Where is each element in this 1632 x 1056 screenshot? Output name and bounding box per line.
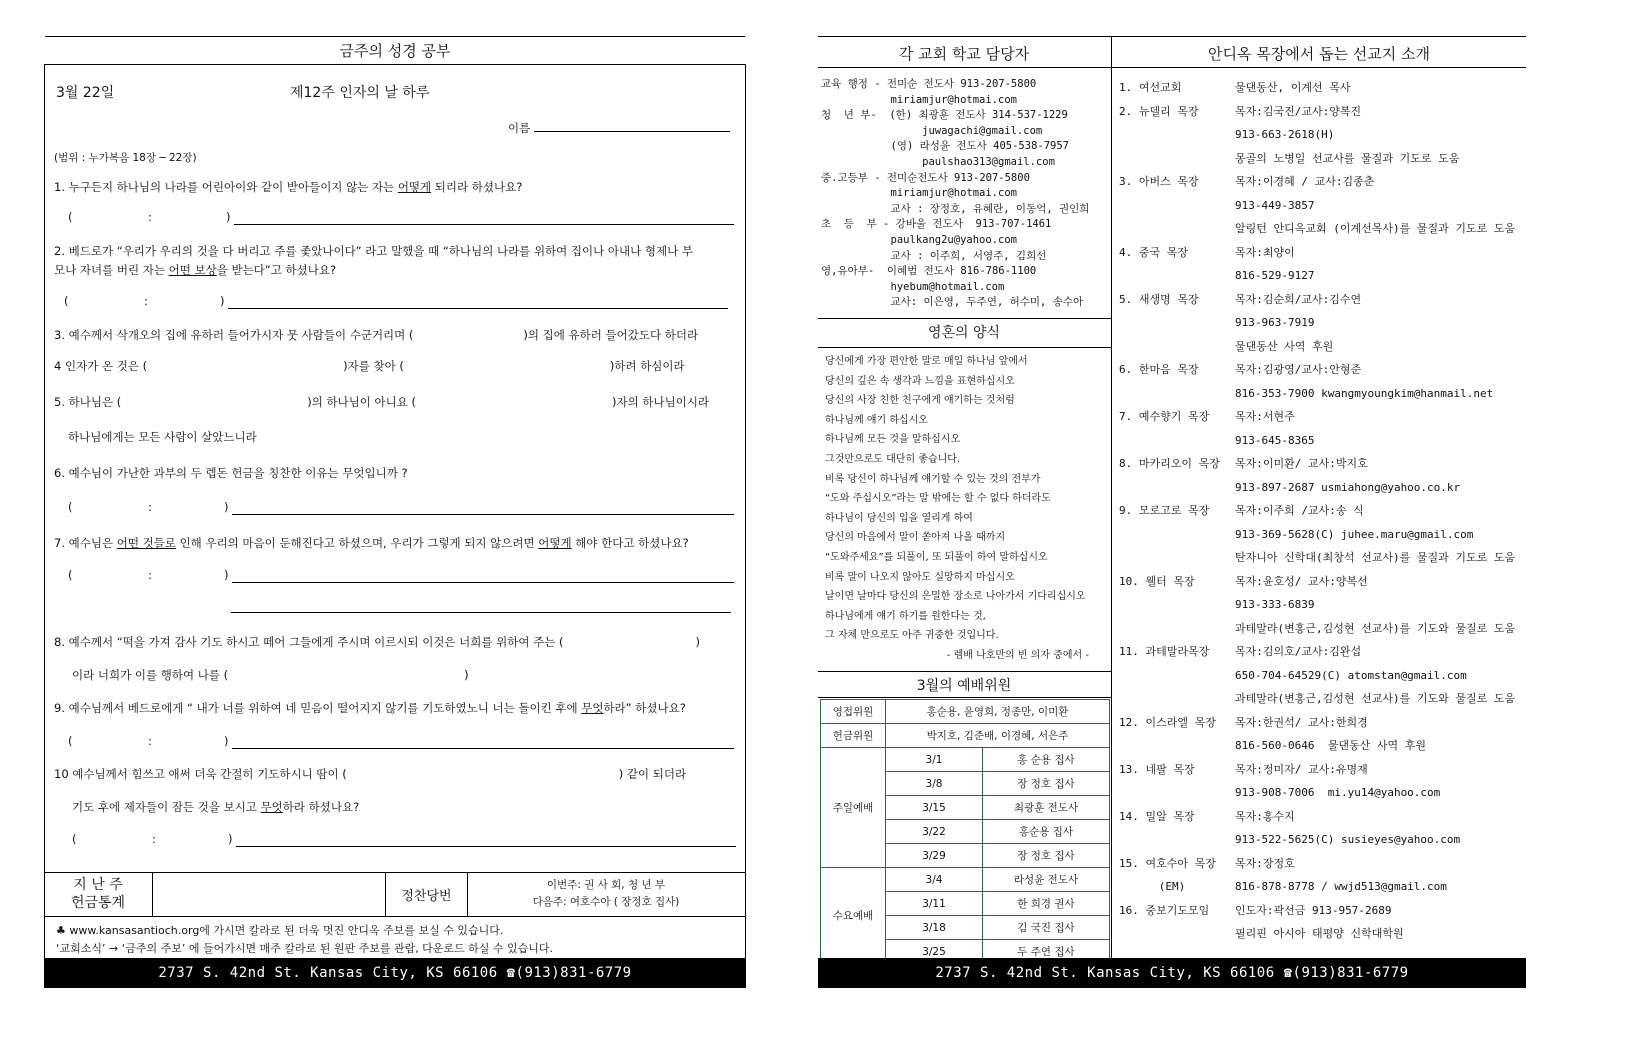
mission-name: 10. 웰터 목장 — [1119, 574, 1195, 588]
service-leader: 최광훈 전도사 — [983, 796, 1110, 820]
mission-detail: 목자:김광영/교사:안형준 — [1235, 363, 1362, 376]
mission-row — [1119, 828, 1524, 852]
mission-detail: 과테말라(변홍근,김성현 선교사)를 기도와 물질로 도움 — [1235, 692, 1516, 705]
service-leader: 홍순용 집사 — [983, 820, 1110, 844]
mission-detail: 913-897-2687 usmiahong@yahoo.co.kr — [1235, 480, 1461, 494]
mission-name: 9. 모로고로 목장 — [1119, 504, 1210, 517]
question-5-cont: 하나님에게는 모든 사람이 살았느니라 — [68, 430, 257, 444]
mission-row — [1119, 170, 1524, 194]
mission-detail: 목자:최양이 — [1235, 245, 1295, 259]
worship-table: 영접위원 홍순용, 윤영희, 정종만, 이미환 헌금위원 박지호, 김준배, 이경혜, 서은주 주일예배 3/1 홍 순용 집사 3/8 장 정호 집사 3/15 최광훈 전도사 3/22 홍순용 집사 3/29 장 정호 집사 수요예배 3/4 라성윤 전도사 3/11 한 희경 권사 3/18 김 국진 집사 3/25 두 주연 집사 — [820, 699, 1110, 964]
question-2-cont: 모나 자녀를 버린 자는 어떤 보상을 받는다”고 하셨나요? — [54, 263, 337, 277]
mission-row — [1119, 523, 1524, 547]
mission-row — [1119, 687, 1524, 711]
mission-name: 13. 네팔 목장 — [1119, 762, 1195, 776]
soul-title: 영혼의 양식 — [927, 325, 1001, 341]
question-4: 4 인자가 온 것은 ( )자를 찾아 ( )하려 하심이라 — [54, 359, 685, 373]
mission-detail: 목자:장정호 — [1235, 856, 1295, 870]
mission-name: 14. 밀알 목장 — [1119, 809, 1195, 823]
soul-line: 당신의 사장 친한 친구에게 얘기하는 것처럼 — [825, 395, 1015, 407]
soul-line: 하나님에게 얘기 하기를 원한다는 것, — [825, 610, 986, 622]
left-header-title: 금주의 성경 공부 — [339, 42, 451, 60]
mission-row — [1119, 405, 1524, 429]
mission-detail: 목자:이미환/ 교사:박지호 — [1235, 457, 1368, 470]
mission-row — [1119, 382, 1524, 406]
mission-name: 15. 여호수아 목장 — [1119, 856, 1216, 870]
mission-detail: 913-663-2618(H) — [1235, 128, 1335, 141]
mission-row — [1119, 617, 1524, 641]
worship-table-wrap — [820, 699, 1110, 964]
staff-line: miriamjur@hotmai.com — [821, 93, 1017, 106]
mission-row — [1119, 76, 1524, 100]
staff-line: 교사: 이은영, 두주연, 허수미, 송수아 — [821, 296, 1084, 309]
answer-line-7[interactable]: ( : ) — [68, 568, 734, 582]
mission-detail: 650-704-64529(C) atomstan@gmail.com — [1235, 668, 1467, 682]
mission-detail: 913-522-5625(C) susieyes@yahoo.com — [1235, 833, 1461, 846]
mission-name: 6. 한마음 목장 — [1119, 363, 1199, 376]
mission-row — [1119, 429, 1524, 453]
service-label: 주일예배 — [821, 748, 886, 868]
mission-detail: 목자:김의호/교사:김완섭 — [1235, 645, 1362, 658]
soul-line: 하나님께 얘기 하십시오 — [825, 414, 928, 426]
mission-row — [1119, 147, 1524, 171]
name-label: 이름 — [508, 121, 531, 135]
mission-row — [1119, 664, 1524, 688]
mission-detail: 몽골의 노병일 선교사를 물질과 기도로 도움 — [1235, 151, 1460, 165]
lesson-title: 제12주 인자의 날 하루 — [290, 85, 430, 101]
mission-row — [1119, 264, 1524, 288]
missions-list — [1119, 76, 1524, 946]
mission-detail: 물댄동산, 이계선 목사 — [1235, 81, 1351, 94]
service-leader: 한 희경 권사 — [983, 892, 1110, 916]
mission-detail: 913-645-8365 — [1235, 433, 1315, 447]
question-10-cont: 기도 후에 제자들이 잠든 것을 보시고 무엇하라 하셨나요? — [72, 800, 360, 814]
soul-line: 비록 말이 나오지 않아도 실망하지 마십시오 — [825, 571, 1015, 583]
soul-line: 하나님이 당신의 입을 열리게 하여 — [825, 512, 973, 524]
mission-name: 5. 새생명 목장 — [1119, 292, 1199, 306]
praise-label: 정찬당번 — [401, 889, 452, 904]
question-10: 10 예수님께서 힘쓰고 애써 더욱 간절히 기도하시니 땀이 ( ) 같이 되더라 — [54, 767, 687, 781]
mission-detail: 인도자:곽선금 913-957-2689 — [1235, 903, 1392, 917]
answer-line-9[interactable]: ( : ) — [68, 734, 734, 748]
service-date: 3/8 — [886, 772, 983, 796]
mission-detail: 목자:한권석/ 교사:한희경 — [1235, 715, 1368, 729]
service-leader: 장 정호 집사 — [983, 772, 1110, 796]
mission-detail: 목자:서현주 — [1235, 410, 1295, 423]
service-date: 3/25 — [886, 940, 983, 964]
soul-line: 당신에게 가장 편안한 말로 매일 하나님 앞에서 — [825, 356, 1028, 367]
answer-line-7b[interactable] — [231, 612, 731, 613]
staff-line: 교육 행정 - 전미순 전도사 913-207-5800 — [821, 78, 1037, 90]
soul-line: “도와 주십시오”라는 말 밖에는 할 수 없다 하더라도 — [825, 493, 1051, 505]
lesson-date: 3월 22일 — [56, 85, 115, 101]
answer-line-1[interactable]: ( : ) — [68, 210, 734, 224]
mission-row — [1119, 100, 1524, 124]
mission-row — [1119, 899, 1524, 923]
mission-name: 3. 아버스 목장 — [1119, 175, 1199, 188]
mission-detail: 탄자니아 신학대(최창석 선교사)를 물질과 기도로 도움 — [1235, 551, 1516, 564]
download-notice: ‘교회소식’ → ‘금주의 주보’ 에 들어가시면 매주 칼라로 된 원판 주보를 관람, 다운로드 하실 수 있습니다. — [56, 942, 554, 955]
staff-line: miriamjur@hotmai.com — [821, 187, 1017, 200]
mission-detail: 과테말라(변홍근,김성현 선교사)를 기도와 물질로 도움 — [1235, 621, 1516, 635]
answer-line-2[interactable]: ( : ) — [64, 294, 730, 308]
mission-row — [1119, 358, 1524, 382]
mission-row — [1119, 852, 1524, 876]
mission-detail: 목자:정미자/ 교사:유명재 — [1235, 762, 1368, 776]
mission-name: 16. 중보기도모임 — [1119, 903, 1210, 917]
mission-row — [1119, 123, 1524, 147]
mission-detail: 816-353-7900 kwangmyoungkim@hanmail.net — [1235, 386, 1494, 400]
service-leader: 라성윤 전도사 — [983, 868, 1110, 892]
mission-name: 11. 과테말라목장 — [1119, 645, 1210, 658]
mission-name: 2. 뉴델리 목장 — [1119, 104, 1199, 118]
staff-line: 청 년 부- (한) 최광훈 전도사 314-537-1229 — [821, 109, 1068, 122]
mission-detail: 목자:이경혜 / 교사:김종춘 — [1235, 175, 1375, 188]
mission-row — [1119, 922, 1524, 946]
question-5: 5. 하나님은 ( )의 하나님이 아니요 ( )자의 하나님이시라 — [54, 395, 710, 409]
left-footer-address: 2737 S. 42nd St. Kansas City, KS 66106 ☎(913)831-6779 — [44, 958, 746, 988]
mission-detail: 913-908-7006 mi.yu14@yahoo.com — [1235, 786, 1441, 799]
mission-row — [1119, 570, 1524, 594]
mission-name: 4. 중국 목장 — [1119, 245, 1188, 259]
staff-header: 각 교회 학교 담당자 — [898, 45, 1030, 63]
staff-list — [821, 77, 1109, 311]
mission-detail: 913-963-7919 — [1235, 316, 1315, 329]
right-footer-address: 2737 S. 42nd St. Kansas City, KS 66106 ☎(913)831-6779 — [818, 958, 1526, 988]
mission-name: 7. 예수향기 목장 — [1119, 410, 1210, 423]
service-leader: 김 국진 집사 — [983, 916, 1110, 940]
staff-line: 초 등 부 - 강바울 전도사 913-707-1461 — [821, 218, 1052, 231]
mission-row — [1119, 288, 1524, 312]
mission-row — [1119, 711, 1524, 735]
question-9: 9. 예수님께서 베드로에게 “ 내가 너를 위하여 네 믿음이 떨어지지 않기를 기도하였노니 너는 돌이킨 후에 무엇하라” 하셨나요? — [54, 701, 686, 715]
question-3: 3. 예수께서 삭개오의 집에 유하러 들어가시자 뭇 사람들이 수군거리며 ( )의 집에 유하러 들어갔도다 하더라 — [54, 328, 699, 342]
service-date: 3/4 — [886, 868, 983, 892]
service-date: 3/11 — [886, 892, 983, 916]
mission-row — [1119, 805, 1524, 829]
staff-line: paulshao313@gmail.com — [821, 155, 1055, 168]
missions-header: 안디옥 목장에서 돕는 선교지 소개 — [1208, 45, 1430, 63]
mission-row — [1119, 640, 1524, 664]
name-field[interactable] — [508, 120, 730, 136]
study-range: (범위 : 누가복음 18장 ─ 22장) — [54, 152, 197, 164]
mission-row — [1119, 758, 1524, 782]
mission-detail: 목자:김순희/교사:김수연 — [1235, 292, 1362, 306]
mission-row — [1119, 734, 1524, 758]
question-6: 6. 예수님이 가난한 과부의 두 렙돈 헌금을 칭찬한 이유는 무엇입니까 ? — [54, 466, 408, 480]
soul-text — [825, 352, 1107, 666]
staff-line: paulkang2u@yahoo.com — [821, 233, 1017, 246]
service-leader: 장 정호 집사 — [983, 844, 1110, 868]
service-date: 3/22 — [886, 820, 983, 844]
mission-name: 1. 여선교회 — [1119, 81, 1182, 94]
mission-detail: 913-369-5628(C) juhee.maru@gmail.com — [1235, 527, 1474, 541]
question-8-cont: 이라 너희가 이를 행하여 나를 ( ) — [72, 668, 469, 682]
mission-row — [1119, 499, 1524, 523]
mission-detail: 816-529-9127 — [1235, 269, 1315, 282]
duty-schedule: 이번주: 권 사 회, 청 년 부 다음주: 여호수아 ( 장정호 집사) — [532, 879, 680, 908]
offering-label: 지 난 주 헌금통계 — [70, 877, 126, 911]
soul-source: - 렘배 나호만의 빈 의자 중에서 - — [946, 649, 1089, 661]
staff-line: 영,유아부- 이혜범 전도사 816-786-1100 — [821, 265, 1037, 278]
mission-detail: 알링턴 안디옥교회 (이계선목사)를 물질과 기도로 도움 — [1235, 222, 1516, 235]
worship-row — [821, 868, 1110, 892]
mission-detail: 913-333-6839 — [1235, 598, 1315, 611]
mission-detail: 913-449-3857 — [1235, 198, 1315, 212]
question-8: 8. 예수께서 “떡을 가져 감사 기도 하시고 떼어 그들에게 주시며 이르시되 이것은 너희를 위하여 주는 ( ) — [54, 635, 700, 649]
question-1: 1. 누구든지 하나님의 나라를 어린아이와 같이 받아들이지 않는 자는 어떻게 되리라 하셨나요? — [54, 180, 523, 194]
soul-line: 그 자체 만으로도 아주 귀중한 것입니다. — [825, 630, 999, 642]
mission-detail: 목자:이주희 /교사:송 식 — [1235, 504, 1364, 517]
answer-line-6[interactable]: ( : ) — [68, 500, 734, 514]
staff-line: (영) 라성윤 전도사 405-538-7957 — [821, 140, 1070, 153]
mission-name: (EM) — [1119, 880, 1186, 893]
mission-row — [1119, 311, 1524, 335]
mission-row — [1119, 452, 1524, 476]
mission-detail: 물댄동산 사역 후원 — [1235, 339, 1334, 353]
mission-row — [1119, 593, 1524, 617]
worship-title: 3월의 예배위원 — [916, 678, 1012, 694]
mission-row — [1119, 546, 1524, 570]
service-leader: 홍 순용 집사 — [983, 748, 1110, 772]
mission-name: 12. 이스라엘 목장 — [1119, 715, 1216, 729]
mission-row — [1119, 217, 1524, 241]
mission-detail: 목자:홍수지 — [1235, 809, 1295, 823]
soul-line: 하나님께 모든 것을 말하십시오 — [825, 434, 961, 446]
mission-row — [1119, 335, 1524, 359]
question-2: 2. 베드로가 “우리가 우리의 것을 다 버리고 주를 좇았나이다” 라고 말했을 때 “하나님의 나라를 위하여 집이나 아내나 형제나 부 — [54, 244, 693, 258]
mission-detail: 목자:김국진/교사:양복진 — [1235, 104, 1362, 118]
staff-line: 교사 : 이주희, 서영주, 김희선 — [821, 249, 1047, 262]
service-date: 3/1 — [886, 748, 983, 772]
mission-row — [1119, 476, 1524, 500]
staff-line: 교사 : 장정호, 유혜란, 이동억, 권인희 — [821, 202, 1090, 215]
mission-detail: 필리핀 아시아 태평양 신학대학원 — [1235, 927, 1404, 940]
service-leader: 두 주연 집사 — [983, 940, 1110, 964]
soul-line: 당신의 깊은 속 생각과 느낌을 표현하십시오 — [825, 375, 1015, 387]
soul-line: “도와주세요”를 되풀이, 또 되풀이 하여 말하십시오 — [825, 551, 1048, 563]
staff-line: hyebum@hotmail.com — [821, 280, 1005, 293]
service-label: 수요예배 — [821, 868, 886, 964]
mission-row — [1119, 194, 1524, 218]
mission-name: 8. 마카리오이 목장 — [1119, 457, 1220, 470]
answer-line-10[interactable]: ( : ) — [72, 832, 738, 846]
mission-detail: 816-560-0646 물댄동산 사역 후원 — [1235, 739, 1426, 752]
mission-row — [1119, 875, 1524, 899]
soul-line: 당신의 마음에서 말이 쏟아져 나올 때까지 — [825, 532, 1006, 544]
soul-line: 그것만으로도 대단히 좋습니다. — [825, 453, 961, 465]
mission-detail: 목자:윤호성/ 교사:양복선 — [1235, 574, 1368, 588]
staff-line: 중.고등부 - 전미순전도사 913-207-5800 — [821, 171, 1030, 184]
question-7: 7. 예수님은 어떤 것들로 인해 우리의 마음이 둔해진다고 하셨으며, 우리가 그렇게 되지 않으려면 어떻게 해야 한다고 하셨나요? — [54, 536, 689, 550]
mission-row — [1119, 781, 1524, 805]
soul-line: 비록 당신이 하나님께 얘기할 수 있는 것의 전부가 — [825, 473, 1041, 485]
website-notice: ♣ www.kansasantioch.org에 가시면 칼라로 된 더욱 멋진 안디옥 주보를 보실 수 있습니다. — [56, 924, 504, 937]
worship-row — [821, 748, 1110, 772]
service-date: 3/18 — [886, 916, 983, 940]
soul-line: 날이면 날마다 당신의 은밀한 장소로 나아가서 기다리십시오 — [825, 591, 1086, 603]
service-date: 3/15 — [886, 796, 983, 820]
mission-detail: 816-878-8778 / wwjd513@gmail.com — [1235, 880, 1447, 893]
service-date: 3/29 — [886, 844, 983, 868]
mission-row — [1119, 241, 1524, 265]
staff-line: juwagachi@gmail.com — [821, 124, 1043, 137]
